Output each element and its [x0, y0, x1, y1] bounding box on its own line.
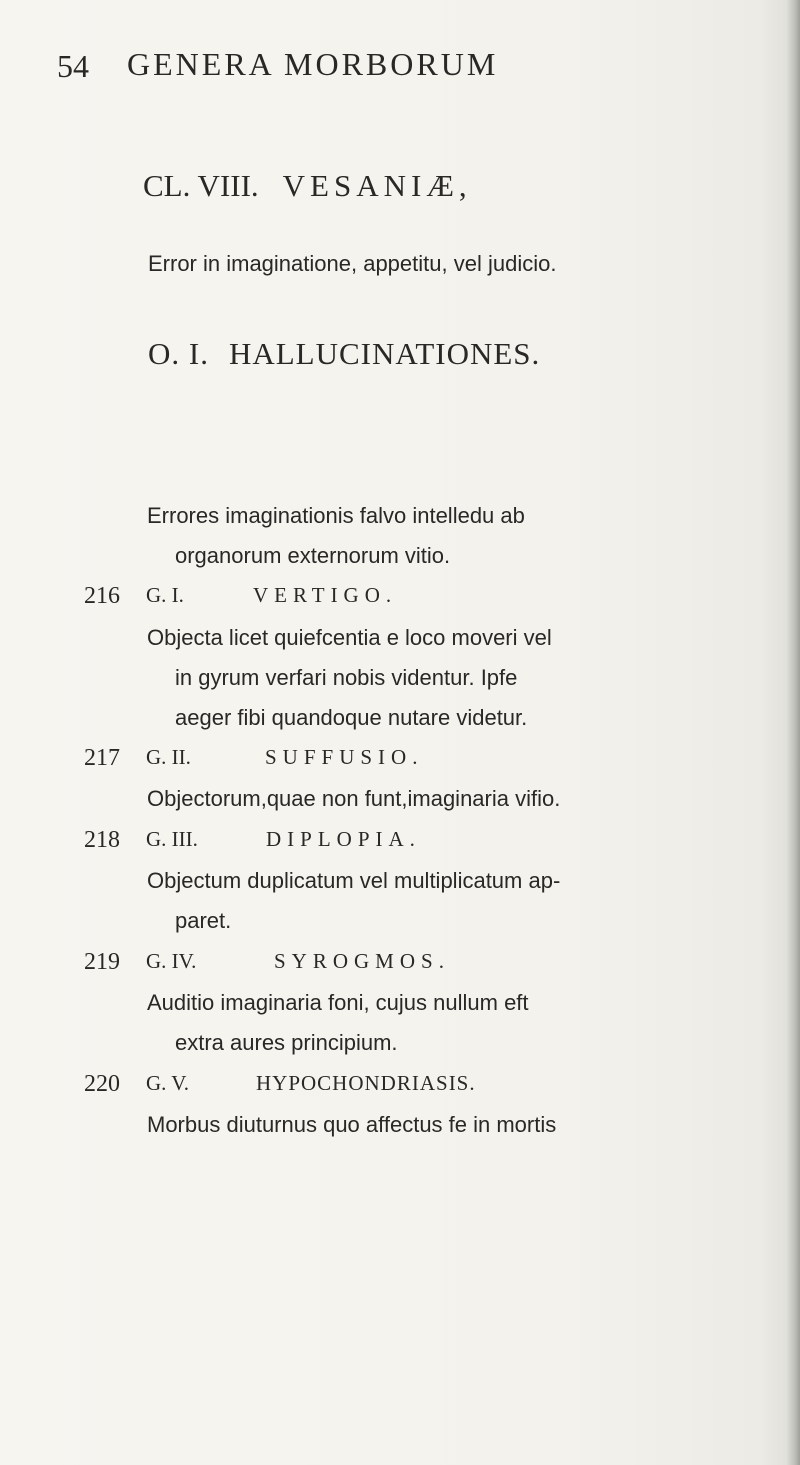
section-number: 216: [84, 583, 120, 609]
section-number: 220: [84, 1071, 120, 1097]
class-name: VESANIÆ,: [282, 168, 472, 203]
order-label: O. I.: [148, 336, 209, 371]
genus-name: SUFFUSIO.: [265, 745, 424, 769]
genus-description-line: extra aures principium.: [175, 1030, 398, 1055]
running-head: GENERA MORBORUM: [127, 46, 499, 82]
order-name: HALLUCINATIONES.: [228, 336, 541, 371]
genus-description-line: Morbus diuturnus quo affectus fe in mortis: [147, 1112, 557, 1137]
page-edge-shadow: [786, 0, 800, 1465]
order-heading: [148, 336, 540, 372]
genus-description-line: in gyrum verfari nobis videntur. Ipfe: [175, 665, 518, 690]
genus-label: G. IV.: [146, 949, 197, 973]
genus-name: VERTIGO.: [253, 583, 398, 607]
section-number: 218: [84, 827, 120, 853]
order-definition-line: organorum externorum vitio.: [175, 543, 451, 568]
genus-name: SYROGMOS.: [274, 949, 450, 973]
page-number: 54: [57, 48, 89, 84]
genus-label: G. III.: [146, 827, 198, 851]
class-label: CL. VIII.: [143, 168, 259, 203]
section-number: 217: [84, 745, 120, 771]
genus-description-line: Auditio imaginaria foni, cujus nullum eft: [147, 990, 529, 1015]
genus-description-line: aeger fibi quandoque nutare videtur.: [175, 705, 528, 730]
genus-description-line: Objectum duplicatum vel multiplicatum ap-: [147, 868, 561, 893]
genus-description-line: Objecta licet quiefcentia e loco moveri vel: [147, 625, 552, 650]
class-definition: Error in imaginatione, appetitu, vel judicio.: [148, 251, 557, 276]
genus-description-line: paret.: [175, 908, 232, 933]
order-definition-line: Errores imaginationis falvo intelledu ab: [147, 503, 525, 528]
class-heading: [143, 168, 472, 204]
genus-label: G. I.: [146, 583, 184, 607]
genus-description-line: Objectorum,quae non funt,imaginaria vifio.: [147, 786, 561, 811]
genus-label: G. V.: [146, 1071, 189, 1095]
genus-label: G. II.: [146, 745, 191, 769]
genus-name: HYPOCHONDRIASIS.: [256, 1071, 476, 1095]
genus-name: DIPLOPIA.: [266, 827, 421, 851]
section-number: 219: [84, 949, 120, 975]
